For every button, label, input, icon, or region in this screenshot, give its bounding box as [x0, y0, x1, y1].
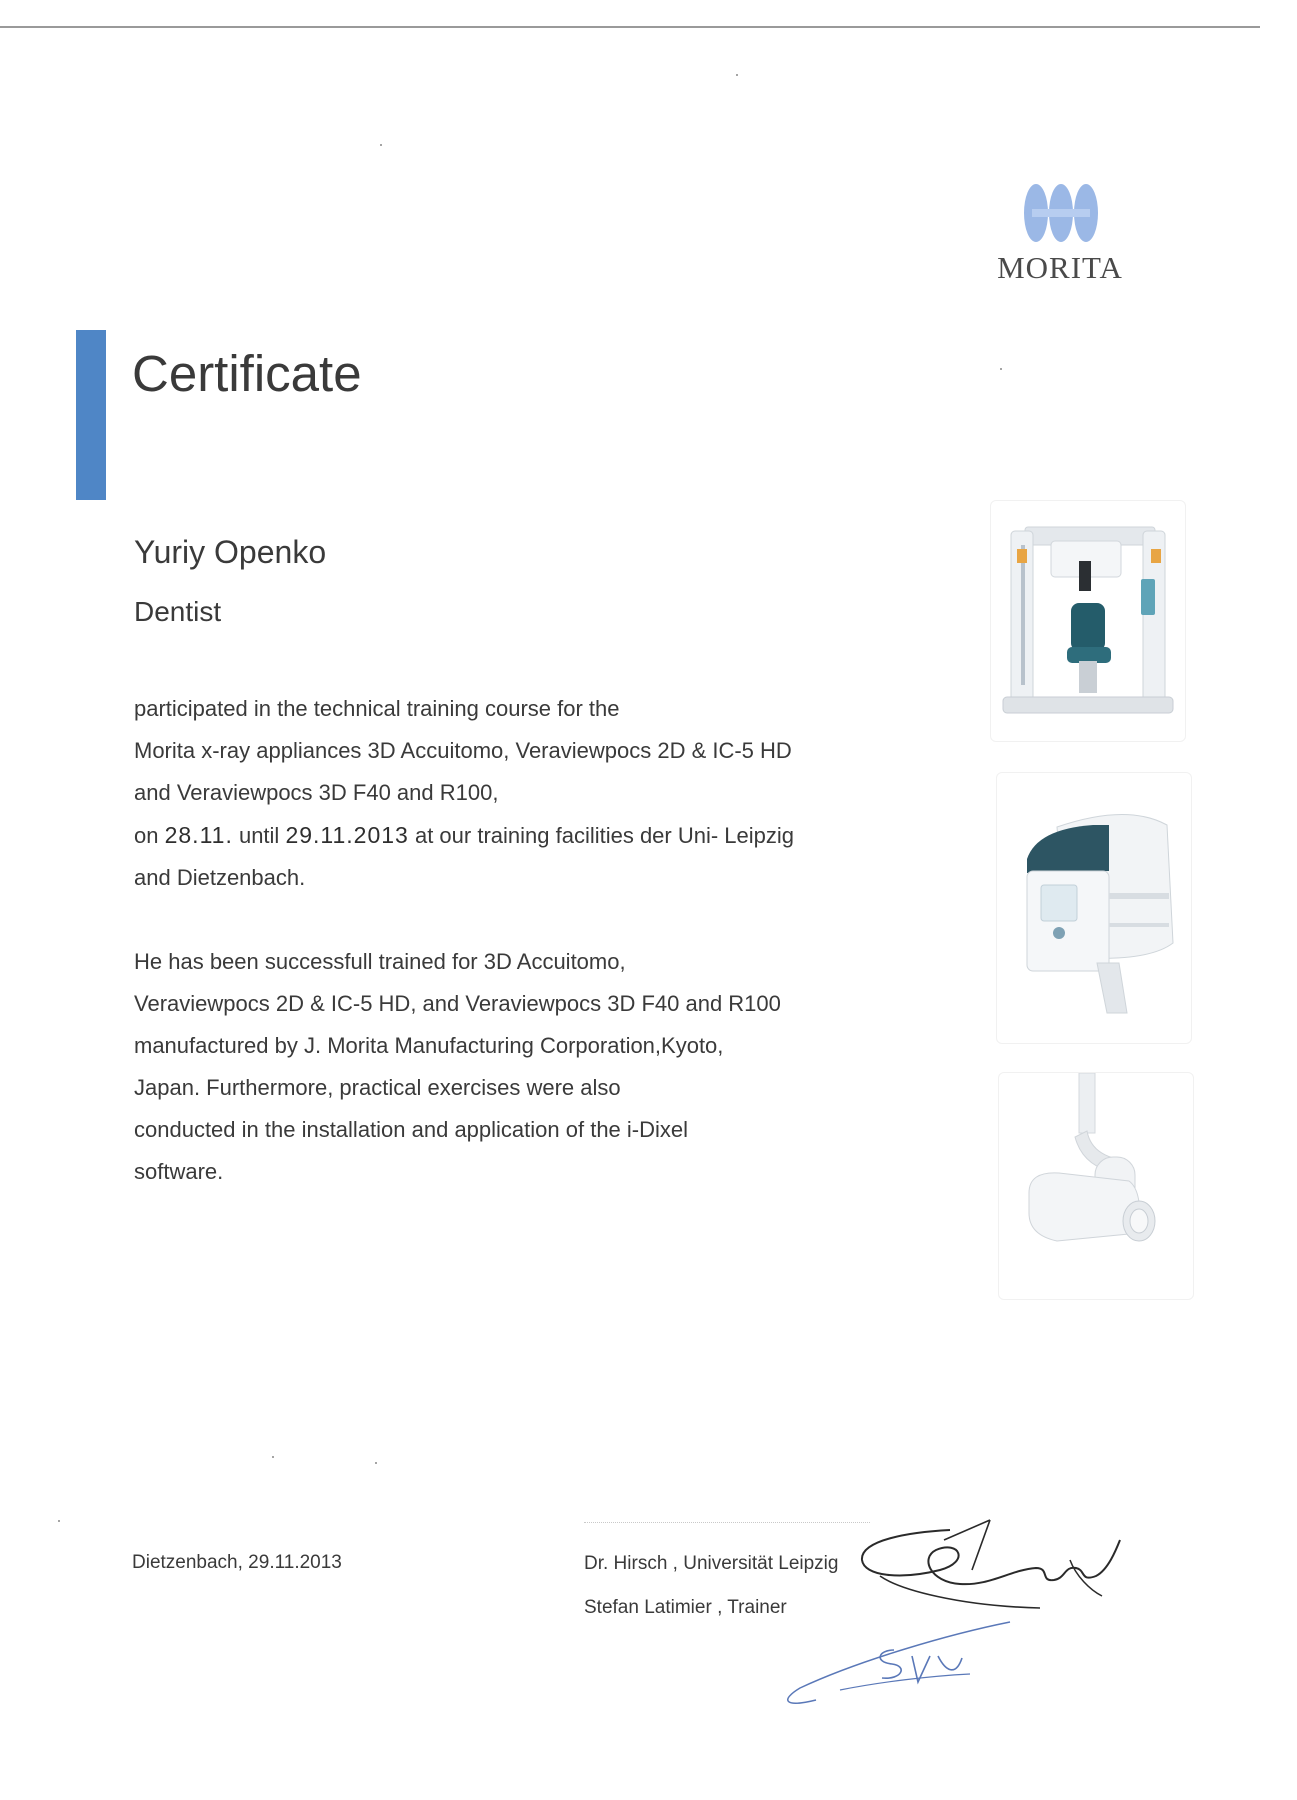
- paragraph-line: and Dietzenbach.: [134, 865, 306, 890]
- signatory-latimier: Stefan Latimier , Trainer: [584, 1597, 787, 1618]
- place-date: Dietzenbach, 29.11.2013: [132, 1552, 342, 1573]
- intraoral-xray-tube-icon: [999, 1073, 1193, 1299]
- trained-paragraph: [134, 941, 854, 1193]
- paragraph-line: software.: [134, 1159, 224, 1184]
- scan-speck: [375, 1462, 377, 1464]
- line-text: on: [134, 823, 165, 848]
- recipient-name: Yuriy Openko: [134, 534, 327, 570]
- paragraph-line: Veraviewpocs 2D & IC-5 HD, and Veraviewpocs 3D F40 and R100: [134, 991, 781, 1016]
- intraoral-xray-tube-image: [998, 1072, 1194, 1300]
- training-paragraph: [134, 688, 854, 899]
- panoramic-xray-head-icon: [997, 773, 1191, 1043]
- paragraph-line: He has been successfull trained for 3D Accuitomo,: [134, 949, 626, 974]
- line-text: until: [232, 823, 286, 848]
- scan-speck: [58, 1520, 60, 1522]
- top-rule: [0, 26, 1260, 28]
- start-date: 28.11.: [164, 822, 233, 848]
- paragraph-line: Morita x-ray appliances 3D Accuitomo, Veraviewpocs 2D & IC-5 HD: [134, 738, 792, 763]
- paragraph-line: [134, 814, 854, 857]
- signatory-hirsch: Dr. Hirsch , Universität Leipzig: [584, 1553, 839, 1574]
- end-date: 29.11.2013: [285, 822, 409, 848]
- morita-logo: [990, 182, 1130, 285]
- certificate-title: Certificate: [132, 345, 362, 402]
- paragraph-line: participated in the technical training course for the: [134, 696, 620, 721]
- scan-speck: [1000, 368, 1002, 370]
- morita-logo-mark-icon: [1022, 182, 1100, 244]
- paragraph-line: manufactured by J. Morita Manufacturing Corporation,Kyoto,: [134, 1033, 724, 1058]
- cbct-xray-unit-icon: [991, 501, 1185, 741]
- signature-line: [584, 1522, 870, 1523]
- panoramic-xray-head-image: [996, 772, 1192, 1044]
- morita-logo-text: MORITA: [997, 250, 1123, 285]
- handwritten-signature-latimier: [770, 1612, 1040, 1722]
- handwritten-signature-hirsch: [840, 1510, 1130, 1620]
- paragraph-line: conducted in the installation and application of the i-Dixel: [134, 1117, 689, 1142]
- line-text: at our training facilities der Uni- Leipzig: [408, 823, 795, 848]
- scan-speck: [272, 1456, 274, 1458]
- scan-speck: [736, 74, 738, 76]
- paragraph-line: Japan. Furthermore, practical exercises were also: [134, 1075, 621, 1100]
- cbct-xray-unit-image: [990, 500, 1186, 742]
- paragraph-line: and Veraviewpocs 3D F40 and R100,: [134, 780, 499, 805]
- title-accent-bar: [76, 330, 106, 500]
- scan-speck: [380, 144, 382, 146]
- recipient-role: Dentist: [134, 596, 222, 627]
